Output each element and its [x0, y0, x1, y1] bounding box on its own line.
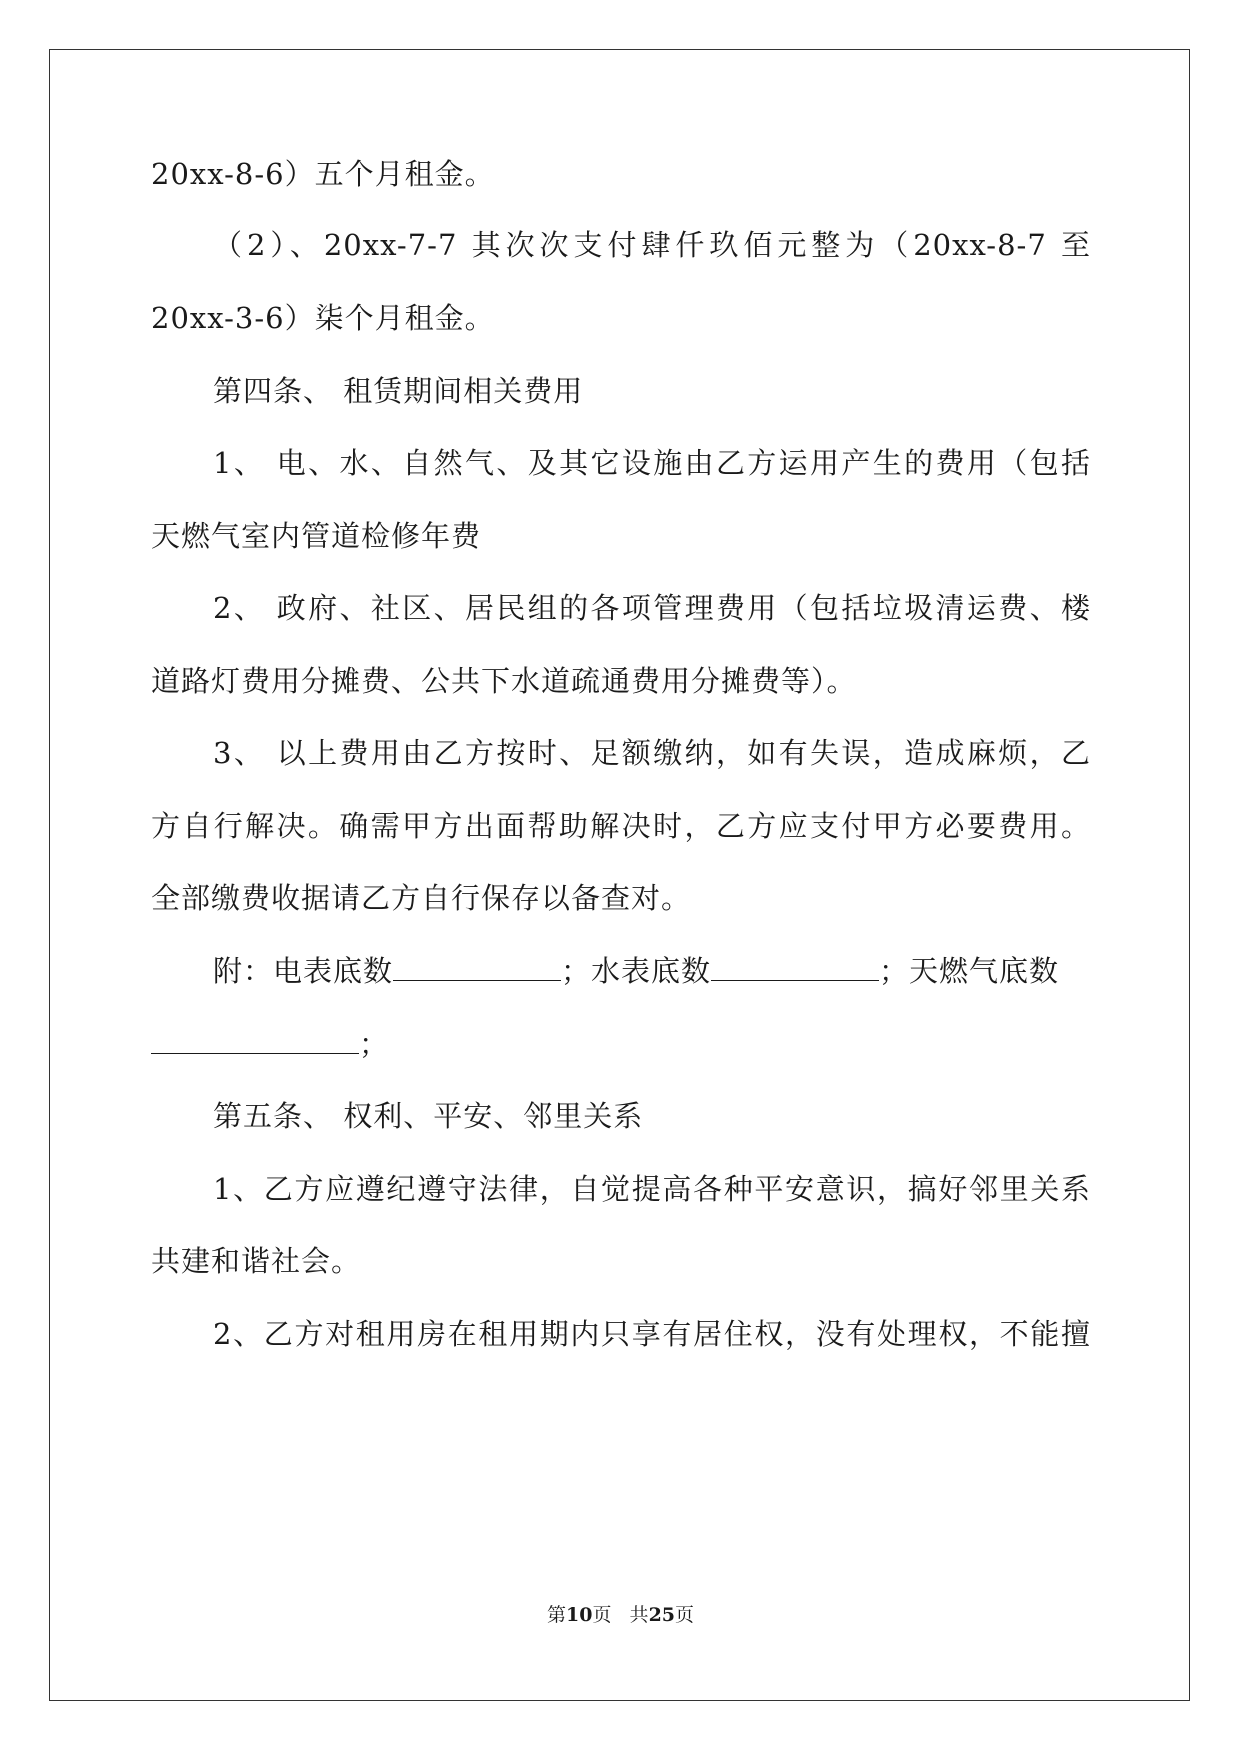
semicolon: ；	[359, 1027, 390, 1061]
page-footer	[0, 1602, 1241, 1628]
text-line: 2、乙方对租用房在租用期内只享有居住权，没有处理权，不能擅	[213, 1317, 1091, 1351]
text-line: 全部缴费收据请乙方自行保存以备查对。	[151, 881, 692, 915]
footer-mid: 页 共	[592, 1604, 649, 1626]
gas-meter-label: ；天燃气底数	[879, 954, 1060, 988]
section-heading: 第四条、 租赁期间相关费用	[213, 374, 584, 408]
gas-meter-blank	[151, 1025, 359, 1054]
current-page-number: 10	[565, 1604, 593, 1626]
total-pages-number: 25	[648, 1604, 676, 1626]
page-border	[49, 49, 1190, 1701]
water-meter-label: ；水表底数	[561, 954, 712, 988]
text-line: 3、 以上费用由乙方按时、足额缴纳，如有失误，造成麻烦，乙	[213, 736, 1091, 770]
text-line: 2、 政府、社区、居民组的各项管理费用（包括垃圾清运费、楼	[213, 591, 1091, 625]
footer-prefix: 第	[546, 1604, 566, 1626]
text-line: 1、乙方应遵纪遵守法律，自觉提高各种平安意识，搞好邻里关系	[213, 1172, 1091, 1206]
text-line: 20xx-8-6）五个月租金。	[151, 157, 495, 191]
electricity-meter-blank	[393, 952, 561, 981]
text-line: 1、 电、水、自然气、及其它设施由乙方运用产生的费用（包括	[213, 446, 1091, 480]
meter-readings-line	[151, 951, 1091, 991]
text-line: 20xx-3-6）柒个月租金。	[151, 301, 495, 335]
text-line: 道路灯费用分摊费、公共下水道疏通费用分摊费等）。	[151, 664, 857, 698]
text-line: 天燃气室内管道检修年费	[151, 519, 482, 553]
footer-suffix: 页	[675, 1604, 695, 1626]
text-line: （2）、20xx-7-7 其次次支付肆仟玖佰元整为（20xx-8-7 至	[213, 228, 1091, 262]
water-meter-blank	[711, 952, 879, 981]
text-line: 方自行解决。确需甲方出面帮助解决时，乙方应支付甲方必要费用。	[151, 809, 1091, 843]
electricity-meter-label: 附：电表底数	[213, 954, 394, 988]
section-heading: 第五条、 权利、平安、邻里关系	[213, 1099, 644, 1133]
text-line: 共建和谐社会。	[151, 1244, 362, 1278]
gas-meter-blank-line	[151, 1024, 1091, 1064]
